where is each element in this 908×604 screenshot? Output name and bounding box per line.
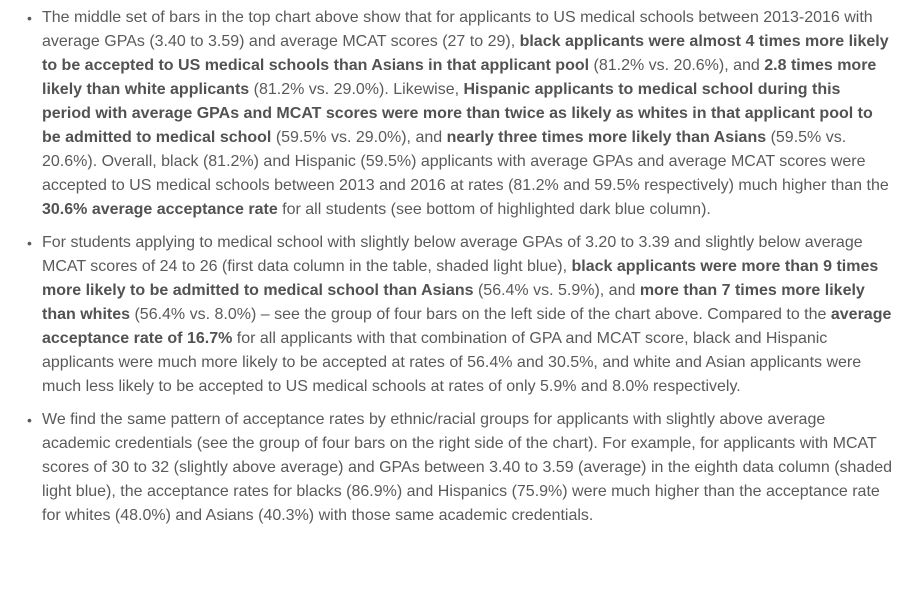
text-segment: (59.5% vs. 29.0%), and xyxy=(271,129,447,146)
text-segment: for all students (see bottom of highlighted dark blue column). xyxy=(277,201,711,218)
text-segment: (56.4% vs. 8.0%) – see the group of four bars on the left side of the chart above. Compared to the xyxy=(130,306,831,323)
text-segment: (81.2% vs. 29.0%). Likewise, xyxy=(249,81,464,98)
bold-text-segment: 2.8 times more likely than white applicants xyxy=(42,57,877,98)
paragraph-text xyxy=(42,6,892,222)
text-segment: The middle set of bars in the top chart above show that for applicants to US medical schools between 2013-2016 with average GPAs (3.40 to 3.59) and average MCAT scores (27 to 29), xyxy=(42,9,873,50)
text-segment: for all applicants with that combination of GPA and MCAT score, black and Hispanic applicants were much more likely to be accepted at rates of 56.4% and 30.5%, and white and Asian applicants were much less likely to be accepted to US medical schools at rates of only 5.9% and 8.0% respectively. xyxy=(42,330,862,395)
paragraph-text xyxy=(42,231,892,399)
paragraph-text xyxy=(42,408,892,528)
bold-text-segment: Hispanic applicants to medical school during this period with average GPAs and MCAT scores were more than twice as likely as whites in that applicant pool to be admitted to medical school xyxy=(42,81,873,146)
bullet-icon: • xyxy=(27,235,32,251)
bullet-icon: • xyxy=(27,412,32,428)
bold-text-segment: black applicants were more than 9 times more likely to be admitted to medical school than Asians xyxy=(42,258,879,299)
text-segment: (56.4% vs. 5.9%), and xyxy=(473,282,640,299)
list-item xyxy=(20,6,892,222)
bullet-list xyxy=(20,6,892,528)
text-segment: We find the same pattern of acceptance rates by ethnic/racial groups for applicants with slightly above average academic credentials (see the group of four bars on the right side of the chart). For example, for applicants with MCAT scores of 30 to 32 (slightly above average) and GPAs between 3.40 to 3.59 (average) in the eighth data column (shaded light blue), the acceptance rates for blacks (86.9%) and Hispanics (75.9%) were much higher than the acceptance rate for whites (48.0%) and Asians (40.3%) with those same academic credentials. xyxy=(42,411,893,524)
bold-text-segment: average acceptance rate of 16.7% xyxy=(42,306,892,347)
bold-text-segment: black applicants were almost 4 times more likely to be accepted to US medical schools than Asians in that applicant pool xyxy=(42,33,889,74)
text-segment: (59.5% vs. 20.6%). Overall, black (81.2%) and Hispanic (59.5%) applicants with average GPAs and average MCAT scores were accepted to US medical schools between 2013 and 2016 at rates (81.2% and 59.5% respectively) much higher than the xyxy=(42,129,889,194)
list-item xyxy=(20,408,892,528)
bold-text-segment: more than 7 times more likely than whites xyxy=(42,282,865,323)
text-segment: (81.2% vs. 20.6%), and xyxy=(589,57,765,74)
bold-text-segment: nearly three times more likely than Asians xyxy=(446,129,767,146)
list-item xyxy=(20,231,892,399)
bullet-icon: • xyxy=(27,10,32,26)
bold-text-segment: 30.6% average acceptance rate xyxy=(42,201,278,218)
text-segment: For students applying to medical school with slightly below average GPAs of 3.20 to 3.39 and slightly below average MCAT scores of 24 to 26 (first data column in the table, shaded light blue), xyxy=(42,234,863,275)
